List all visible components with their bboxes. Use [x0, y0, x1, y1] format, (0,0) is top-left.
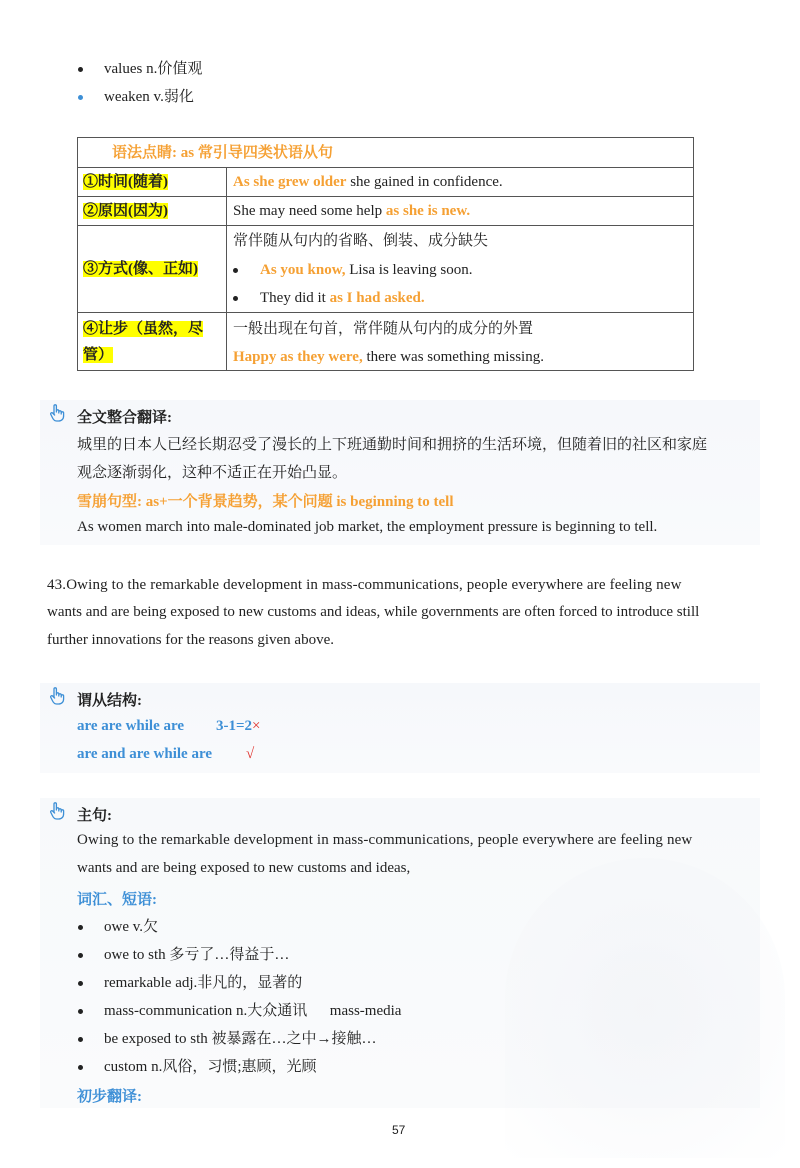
page-number: 57	[392, 1123, 406, 1137]
bullet-icon	[78, 953, 83, 958]
bullet-icon	[78, 1009, 83, 1014]
structure-line: are are while are	[77, 718, 185, 734]
bullet-text: custom n.风俗，习惯;惠顾，光顾	[104, 1059, 317, 1075]
bullet-text: values n.价值观	[104, 61, 203, 77]
section-title: 全文整合翻译:	[77, 410, 172, 426]
hand-pointer-icon	[48, 687, 66, 705]
table-bullet: They did it as I had asked.	[233, 287, 425, 309]
translation-line: 城里的日本人已经长期忍受了漫长的上下班通勤时间和拥挤的生活环境，但随着旧的社区和家庭	[77, 437, 708, 453]
structure-calc: 3-1=2×	[216, 718, 261, 734]
bullet-text: owe to sth 多亏了…得益于…	[104, 947, 290, 963]
translation-section	[40, 400, 760, 545]
table-note: 一般出现在句首，常伴随从句内的成分的外置	[233, 321, 534, 337]
bullet-icon	[78, 1037, 83, 1042]
table-row-label: ①时间(随着)	[83, 174, 168, 190]
section-title: 谓从结构:	[77, 693, 142, 709]
vocab-title: 词汇、短语:	[77, 892, 157, 908]
grammar-table	[77, 137, 694, 371]
table-header: 语法点睛: as 常引导四类状语从句	[112, 145, 333, 161]
table-row-label: 管）	[83, 347, 114, 363]
question-line: 43.Owing to the remarkable development in mass-communications, people everywhere are feeling new	[47, 577, 682, 593]
bullet-icon	[233, 268, 238, 273]
table-bullet: As you know, Lisa is leaving soon.	[233, 259, 473, 281]
example-sentence: As women march into male-dominated job market, the employment pressure is beginning to tell.	[77, 519, 658, 535]
predicate-section	[40, 683, 760, 773]
draft-translation-title: 初步翻译:	[77, 1089, 142, 1105]
question-line: wants and are being exposed to new customs and ideas, while governments are often forced to introduce still	[47, 604, 700, 620]
main-clause-line: wants and are being exposed to new customs and ideas,	[77, 860, 411, 876]
structure-line: are and are while are	[77, 746, 212, 762]
question-line: further innovations for the reasons given above.	[47, 632, 334, 648]
table-cell: As she grew older she gained in confidence.	[233, 174, 503, 190]
sentence-pattern: 雪崩句型: as+一个背景趋势，某个问题 is beginning to tell	[77, 494, 454, 510]
table-row-label: ④让步（虽然，尽	[83, 321, 204, 337]
bullet-text: be exposed to sth 被暴露在…之中→接触…	[104, 1031, 377, 1047]
bullet-icon	[78, 67, 83, 72]
section-title: 主句:	[77, 808, 112, 824]
bullet-icon	[78, 925, 83, 930]
bullet-text: mass-communication n.大众通讯 mass-media	[104, 1003, 402, 1019]
bullet-icon	[78, 95, 83, 100]
bullet-text: owe v.欠	[104, 919, 159, 935]
hand-pointer-icon	[48, 802, 66, 820]
translation-line: 观念逐渐弱化，这种不适正在开始凸显。	[77, 465, 348, 481]
bullet-icon	[78, 1065, 83, 1070]
table-row-label: ②原因(因为)	[83, 203, 168, 219]
table-cell: Happy as they were, there was something missing.	[233, 349, 544, 365]
hand-pointer-icon	[48, 404, 66, 422]
bullet-text: weaken v.弱化	[104, 89, 194, 105]
bullet-icon	[78, 981, 83, 986]
bullet-icon	[233, 296, 238, 301]
cross-mark: ×	[252, 718, 261, 734]
table-cell: She may need some help as she is new.	[233, 203, 471, 219]
table-note: 常伴随从句内的省略、倒装、成分缺失	[233, 233, 489, 249]
check-mark: √	[246, 746, 255, 762]
table-row-label: ③方式(像、正如)	[83, 261, 198, 277]
main-clause-line: Owing to the remarkable development in mass-communications, people everywhere are feeling new	[77, 832, 693, 848]
watermark	[505, 858, 785, 1158]
bullet-text: remarkable adj.非凡的，显著的	[104, 975, 303, 991]
